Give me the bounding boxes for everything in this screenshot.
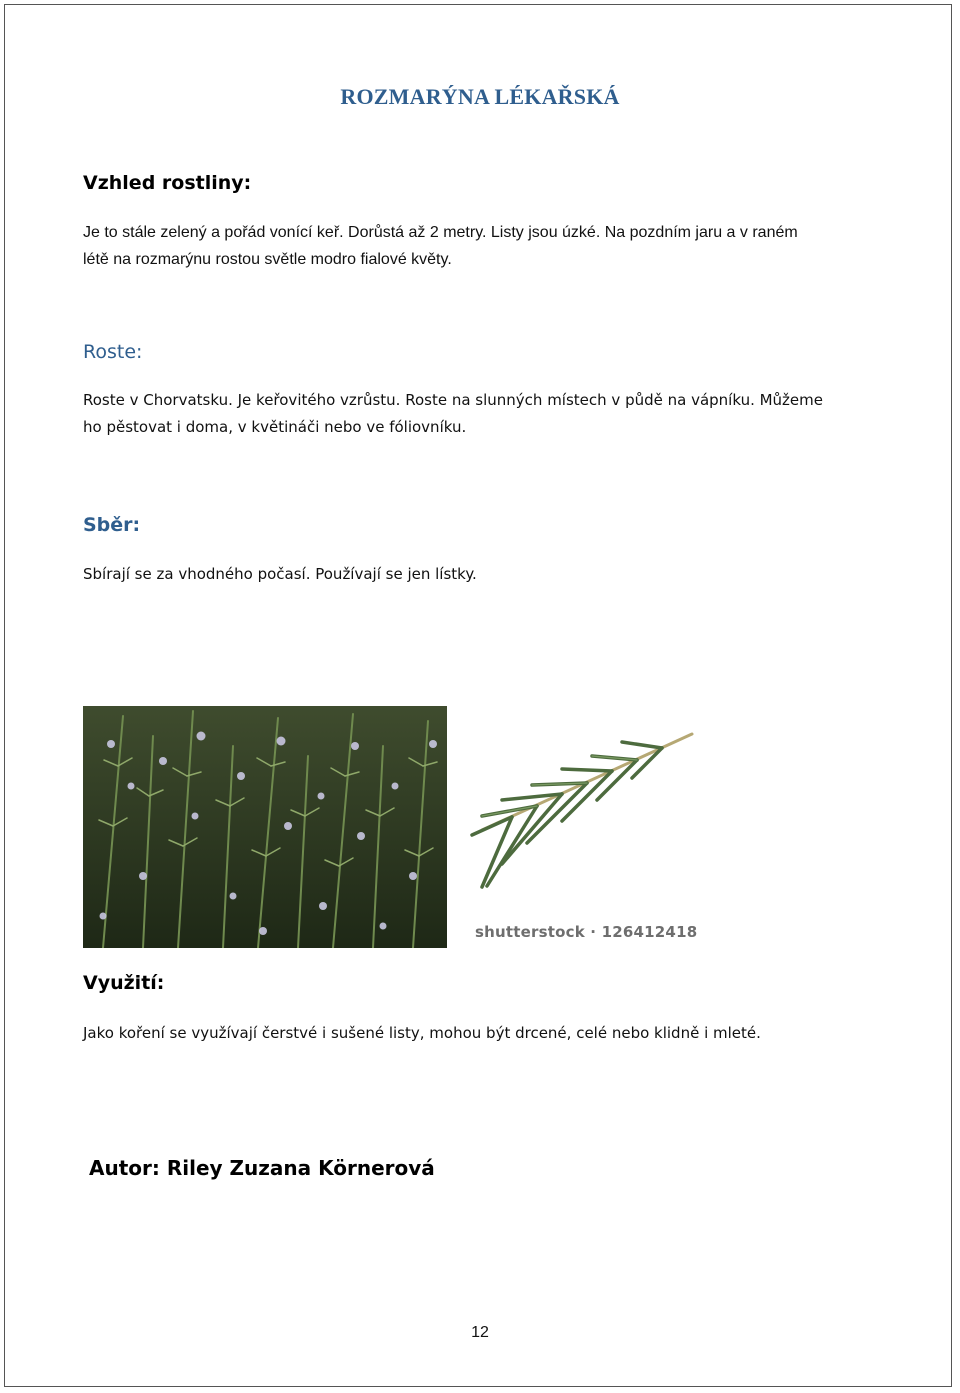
text-line: Sbírají se za vhodného počasí. Používají se jen lístky. bbox=[83, 565, 477, 583]
text-line: ho pěstovat i doma, v květináči nebo ve fóliovníku. bbox=[83, 418, 467, 436]
page-title: ROZMARÝNA LÉKAŘSKÁ bbox=[340, 84, 620, 109]
section-heading-appearance: Vzhled rostliny: bbox=[83, 172, 252, 194]
text-line: Jako koření se využívají čerstvé i sušené listy, mohou být drcené, celé nebo klidně i mleté. bbox=[83, 1024, 761, 1042]
rosemary-bush-photo bbox=[83, 706, 447, 948]
section-text-appearance bbox=[83, 219, 883, 273]
image-watermark: shutterstock · 126412418 bbox=[475, 923, 698, 941]
section-heading-grows: Roste: bbox=[83, 341, 143, 363]
author: Autor: Riley Zuzana Körnerová bbox=[89, 1156, 435, 1180]
section-text-usage bbox=[83, 1020, 883, 1047]
section-heading-harvest: Sběr: bbox=[83, 514, 141, 536]
text-line: Je to stále zelený a pořád vonící keř. Dorůstá až 2 metry. Listy jsou úzké. Na pozdním jaru a v raném bbox=[83, 224, 798, 241]
page-number: 12 bbox=[471, 1324, 489, 1341]
text-line: Roste v Chorvatsku. Je keřovitého vzrůstu. Roste na slunných místech v půdě na vápníku. Můžeme bbox=[83, 391, 824, 409]
section-text-grows bbox=[83, 387, 883, 441]
rosemary-sprig-photo bbox=[462, 720, 712, 948]
section-text-harvest bbox=[83, 561, 883, 588]
text-line: létě na rozmarýnu rostou světle modro fialové květy. bbox=[83, 251, 452, 268]
section-heading-usage: Využití: bbox=[83, 972, 165, 994]
